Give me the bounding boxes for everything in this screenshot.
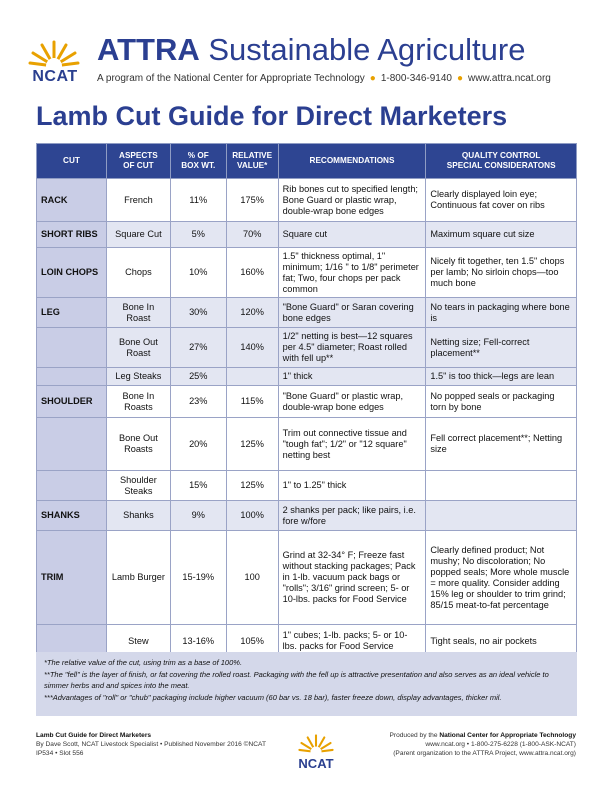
cut-name — [37, 471, 107, 501]
table-row — [37, 368, 577, 386]
footnote-fell: **The "fell" is the layer of finish, or fat covering the rolled roast. Packaging with the fell up is attractive presentation and also serves as an ideal vehicle to simmer herbs and and spices into the meat. — [44, 670, 549, 690]
recommendation-cell: Grind at 32-34° F; Freeze fast without stacking packages; Pack in 1-lb. vacuum pack bags or "rolls"; 3/16" grind screen; 5- or 10-lbs. packs for Food Service — [278, 531, 426, 625]
pct-cell: 25% — [170, 368, 226, 386]
cut-name: SHORT RIBS — [37, 222, 107, 248]
aspect-cell: Shanks — [106, 501, 170, 531]
aspect-cell: Chops — [106, 248, 170, 298]
recommendation-cell: Rib bones cut to specified length; Bone Guard or plastic wrap, double-wrap bone edges — [278, 179, 426, 222]
logo-text: NCAT — [32, 68, 78, 85]
quality-control-cell: Clearly defined product; Not mushy; No discoloration; No popped seals; More whole muscle = more quality. Consider adding 15% leg or shoulder to trim grind; 85/15 meat-to-fat percentage — [426, 531, 577, 625]
website-link[interactable]: www.attra.ncat.org — [468, 73, 551, 84]
pct-cell: 5% — [170, 222, 226, 248]
cut-name: SHANKS — [37, 501, 107, 531]
pct-cell: 13-16% — [170, 625, 226, 658]
footer-produced-by: Produced by the National Center for Appropriate Technology — [389, 732, 576, 739]
recommendation-cell: 1.5" thickness optimal, 1" minimum; 1/16 " to 1/8" perimeter fat; Two, four chops per pack common — [278, 248, 426, 298]
footer-slot: IP534 • Slot 556 — [36, 750, 84, 757]
value-cell: 100 — [226, 531, 278, 625]
value-cell: 70% — [226, 222, 278, 248]
aspect-cell: Bone Out Roasts — [106, 418, 170, 471]
table-row — [37, 222, 577, 248]
value-cell: 120% — [226, 298, 278, 328]
quality-control-cell: Fell correct placement**; Netting size — [426, 418, 577, 471]
table-row — [37, 248, 577, 298]
table-row — [37, 328, 577, 368]
recommendation-cell: 1/2" netting is best—12 squares per 4.5" diameter; Roast rolled with fell up** — [278, 328, 426, 368]
aspect-cell: Shoulder Steaks — [106, 471, 170, 501]
tagline — [97, 73, 551, 84]
quality-control-cell: Netting size; Fell-correct placement** — [426, 328, 577, 368]
table-row — [37, 298, 577, 328]
footnote-relative-value: *The relative value of the cut, using trim as a base of 100%. — [44, 658, 243, 667]
sun-icon — [298, 732, 334, 754]
cut-name: LEG — [37, 298, 107, 328]
recommendation-cell: Trim out connective tissue and "tough fat"; 1/2" or "12 square" netting best — [278, 418, 426, 471]
value-cell: 140% — [226, 328, 278, 368]
recommendation-cell: "Bone Guard" or plastic wrap, double-wrap bone edges — [278, 386, 426, 418]
brand-rest: Sustainable Agriculture — [199, 32, 526, 67]
value-cell: 100% — [226, 501, 278, 531]
cut-name — [37, 418, 107, 471]
cut-name — [37, 328, 107, 368]
recommendation-cell: 1" to 1.25" thick — [278, 471, 426, 501]
quality-control-cell: No popped seals or packaging torn by bone — [426, 386, 577, 418]
ncat-logo — [22, 38, 86, 90]
quality-control-cell: Clearly displayed loin eye; Continuous fat cover on ribs — [426, 179, 577, 222]
footer-byline: By Dave Scott, NCAT Livestock Specialist • Published November 2016 ©NCAT — [36, 741, 266, 748]
recommendation-cell: "Bone Guard" or Saran covering bone edges — [278, 298, 426, 328]
value-cell: 160% — [226, 248, 278, 298]
value-cell: 115% — [226, 386, 278, 418]
pct-cell: 9% — [170, 501, 226, 531]
value-cell: 125% — [226, 418, 278, 471]
recommendation-cell: 1" cubes; 1-lb. packs; 5- or 10-lbs. packs for Food Service — [278, 625, 426, 658]
footer-doc-title: Lamb Cut Guide for Direct Marketers — [36, 732, 152, 739]
table-row — [37, 531, 577, 625]
table-row — [37, 386, 577, 418]
aspect-cell: Lamb Burger — [106, 531, 170, 625]
col-quality-control: QUALITY CONTROL SPECIAL CONSIDERATONS — [426, 144, 577, 179]
footer-ncat-logo — [292, 732, 340, 776]
table-row — [37, 501, 577, 531]
quality-control-cell: 1.5" is too thick—legs are lean — [426, 368, 577, 386]
pct-cell: 23% — [170, 386, 226, 418]
quality-control-cell: Nicely fit together, ten 1.5" chops per lamb; No sirloin chops—too much bone — [426, 248, 577, 298]
aspect-cell: Bone In Roasts — [106, 386, 170, 418]
aspect-cell: Bone In Roast — [106, 298, 170, 328]
pct-cell: 20% — [170, 418, 226, 471]
footer-logo-text: NCAT — [298, 756, 334, 771]
pct-cell: 10% — [170, 248, 226, 298]
brand-bold: ATTRA — [97, 32, 200, 67]
quality-control-cell: Maximum square cut size — [426, 222, 577, 248]
aspect-cell: French — [106, 179, 170, 222]
bullet-icon: ● — [456, 73, 464, 84]
footer-org-name: National Center for Appropriate Technology — [439, 732, 576, 739]
sun-icon — [28, 38, 80, 68]
col-relative-value: RELATIVE VALUE* — [226, 144, 278, 179]
col-pct-box-wt: % OF BOX WT. — [170, 144, 226, 179]
quality-control-cell — [426, 501, 577, 531]
page-title: Lamb Cut Guide for Direct Marketers — [36, 101, 508, 131]
pct-cell: 30% — [170, 298, 226, 328]
table-row — [37, 471, 577, 501]
footer-contact: www.ncat.org • 1-800-275-6228 (1-800-ASK-NCAT) — [425, 741, 576, 748]
table-row — [37, 179, 577, 222]
value-cell: 175% — [226, 179, 278, 222]
recommendation-cell: 1" thick — [278, 368, 426, 386]
pct-cell: 11% — [170, 179, 226, 222]
phone: 1-800-346-9140 — [380, 73, 452, 84]
table-row — [37, 418, 577, 471]
cut-name: TRIM — [37, 531, 107, 625]
col-cut: CUT — [37, 144, 107, 179]
value-cell: 125% — [226, 471, 278, 501]
cut-name: SHOULDER — [37, 386, 107, 418]
lamb-cut-table — [36, 143, 577, 658]
aspect-cell: Leg Steaks — [106, 368, 170, 386]
footer-parent-org: (Parent organization to the ATTRA Project, www.attra.ncat.org) — [393, 750, 576, 757]
col-aspects: ASPECTS OF CUT — [106, 144, 170, 179]
aspect-cell: Stew — [106, 625, 170, 658]
footer-left — [36, 731, 266, 758]
pct-cell: 27% — [170, 328, 226, 368]
quality-control-cell — [426, 471, 577, 501]
header — [0, 0, 612, 95]
table-header-row — [37, 144, 577, 179]
quality-control-cell: No tears in packaging where bone is — [426, 298, 577, 328]
pct-cell: 15% — [170, 471, 226, 501]
tagline-text: A program of the National Center for Appropriate Technology — [97, 73, 365, 84]
footnote-chub-packaging: ***Advantages of "roll" or "chub" packaging include higher vacuum (60 bar vs. 18 bar), faster freeze down, display advantages, thicker mil. — [44, 693, 502, 702]
value-cell — [226, 368, 278, 386]
bullet-icon: ● — [369, 73, 376, 84]
recommendation-cell: 2 shanks per pack; like pairs, i.e. fore w/fore — [278, 501, 426, 531]
quality-control-cell: Tight seals, no air pockets — [426, 625, 577, 658]
recommendation-cell: Square cut — [278, 222, 426, 248]
brand-title — [97, 32, 525, 68]
cut-name: RACK — [37, 179, 107, 222]
value-cell: 105% — [226, 625, 278, 658]
footer-right — [389, 731, 576, 758]
cut-name: LOIN CHOPS — [37, 248, 107, 298]
aspect-cell: Square Cut — [106, 222, 170, 248]
aspect-cell: Bone Out Roast — [106, 328, 170, 368]
col-recommendations: RECOMMENDATIONS — [278, 144, 426, 179]
footnotes-box — [36, 652, 577, 716]
pct-cell: 15-19% — [170, 531, 226, 625]
cut-name — [37, 368, 107, 386]
